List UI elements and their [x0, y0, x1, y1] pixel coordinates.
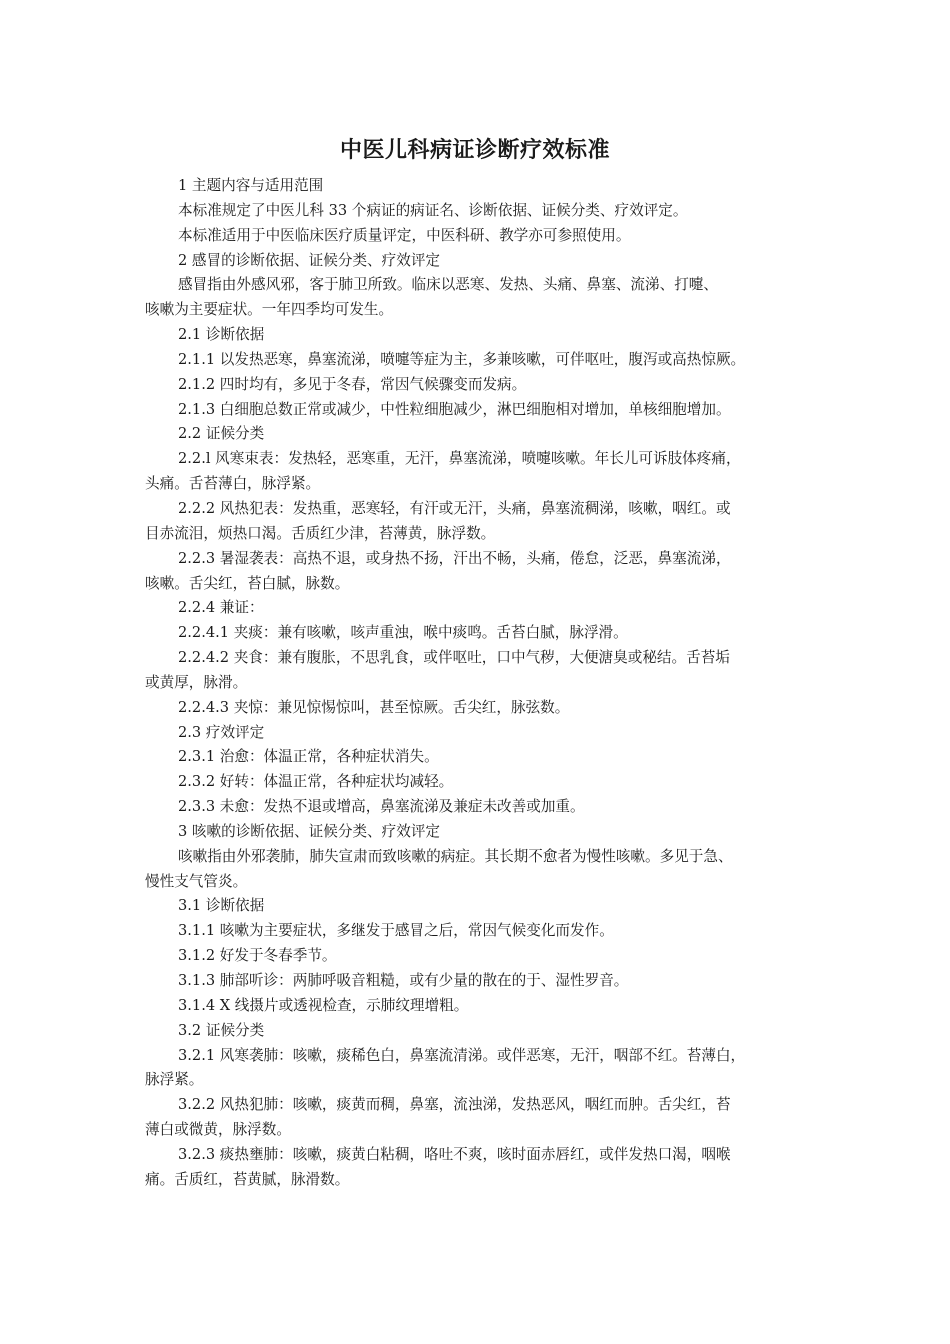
- paragraph: [145, 199, 813, 224]
- paragraph-line: 2.3.3 未愈：发热不退或增高，鼻塞流涕及兼症未改善或加重。: [178, 798, 585, 816]
- paragraph-line: 3.1.2 好发于冬春季节。: [178, 947, 337, 965]
- paragraph: [145, 323, 813, 348]
- paragraph-continuation-line: 或黄厚，脉滑。: [145, 673, 248, 691]
- paragraph: [145, 447, 813, 497]
- paragraph-continuation-line: 痛。舌质红，苔黄腻，脉滑数。: [145, 1170, 350, 1188]
- paragraph-continuation-line: 头痛。舌苔薄白，脉浮紧。: [145, 475, 321, 493]
- paragraph-line: 2.3 疗效评定: [178, 723, 265, 741]
- paragraph-continuation-line: 咳嗽为主要症状。一年四季均可发生。: [145, 301, 394, 319]
- paragraph-line: 3 咳嗽的诊断依据、证候分类、疗效评定: [178, 822, 441, 840]
- paragraph-line: 2.3.1 治愈：体温正常，各种症状消失。: [178, 748, 439, 766]
- paragraph-line: 3.2.3 痰热壅肺：咳嗽，痰黄白粘稠，咯吐不爽，咳时面赤唇红，或伴发热口渴，咽喉: [178, 1145, 731, 1163]
- paragraph: [145, 646, 813, 696]
- paragraph-line: 3.2 证候分类: [178, 1021, 265, 1039]
- paragraph: [145, 994, 813, 1019]
- paragraph-line: 2.2.3 暑湿袭表：高热不退，或身热不扬，汗出不畅，头痛，倦怠，泛恶，鼻塞流涕，: [178, 549, 731, 567]
- paragraph: [145, 174, 813, 199]
- document-title: 中医儿科病证诊断疗效标准: [339, 138, 610, 163]
- paragraph-line: 3.1 诊断依据: [178, 897, 265, 915]
- paragraph-line: 2.2.4.1 夹痰：兼有咳嗽，咳声重浊，喉中痰鸣。舌苔白腻，脉浮滑。: [178, 624, 628, 642]
- paragraph: [145, 596, 813, 621]
- paragraph-line: 2.2 证候分类: [178, 425, 265, 443]
- paragraph-line: 2.2.2 风热犯表：发热重，恶寒轻，有汗或无汗，头痛，鼻塞流稠涕，咳嗽，咽红。或: [178, 499, 731, 517]
- paragraph-line: 3.2.1 风寒袭肺：咳嗽，痰稀色白，鼻塞流清涕。或伴恶寒，无汗，咽部不红。苔薄白，: [178, 1046, 746, 1064]
- paragraph-continuation-line: 薄白或微黄，脉浮数。: [145, 1121, 291, 1139]
- paragraph-line: 3.1.1 咳嗽为主要症状，多继发于感冒之后，常因气候变化而发作。: [178, 922, 614, 940]
- paragraph: [145, 621, 813, 646]
- paragraph-line: 2.2.l 风寒束表：发热轻，恶寒重，无汗，鼻塞流涕，喷嚏咳嗽。年长儿可诉肢体疼痛，: [178, 450, 741, 468]
- paragraph-continuation-line: 脉浮紧。: [145, 1071, 204, 1089]
- paragraph: [145, 348, 813, 373]
- paragraph: [145, 249, 813, 274]
- paragraph-line: 2.2.4.3 夹惊：兼见惊惕惊叫，甚至惊厥。舌尖红，脉弦数。: [178, 698, 570, 716]
- paragraph-line: 感冒指由外感风邪，客于肺卫所致。临床以恶寒、发热、头痛、鼻塞、流涕、打嚏、: [178, 276, 718, 294]
- paragraph-line: 本标准适用于中医临床医疗质量评定，中医科研、教学亦可参照使用。: [178, 226, 631, 244]
- paragraph-line: 2.1.3 白细胞总数正常或减少，中性粒细胞减少，淋巴细胞相对增加，单核细胞增加。: [178, 400, 731, 418]
- paragraph: [145, 820, 813, 845]
- paragraph-continuation-line: 目赤流泪，烦热口渴。舌质红少津，苔薄黄，脉浮数。: [145, 524, 496, 542]
- paragraph: [145, 1143, 813, 1193]
- paragraph: [145, 721, 813, 746]
- paragraph: [145, 745, 813, 770]
- paragraph: [145, 1044, 813, 1094]
- paragraph: [145, 944, 813, 969]
- paragraph-line: 2.1.1 以发热恶寒，鼻塞流涕，喷嚏等症为主，多兼咳嗽，可伴呕吐，腹泻或高热惊厥。: [178, 350, 746, 368]
- paragraph: [145, 497, 813, 547]
- document-body: [145, 174, 813, 1193]
- paragraph-continuation-line: 慢性支气管炎。: [145, 872, 248, 890]
- paragraph: [145, 894, 813, 919]
- paragraph-line: 2.2.4.2 夹食：兼有腹胀，不思乳食，或伴呕吐，口中气秽，大便溏臭或秘结。舌苔垢: [178, 649, 730, 667]
- paragraph-line: 本标准规定了中医儿科 33 个病证的病证名、诊断依据、证候分类、疗效评定。: [178, 201, 688, 219]
- paragraph: [145, 795, 813, 820]
- paragraph: [145, 770, 813, 795]
- paragraph-line: 2.3.2 好转：体温正常，各种症状均减轻。: [178, 773, 454, 791]
- paragraph-continuation-line: 咳嗽。舌尖红，苔白腻，脉数。: [145, 574, 350, 592]
- paragraph: [145, 273, 813, 323]
- paragraph: [145, 224, 813, 249]
- paragraph: [145, 398, 813, 423]
- paragraph-line: 2 感冒的诊断依据、证候分类、疗效评定: [178, 251, 441, 269]
- paragraph: [145, 1019, 813, 1044]
- paragraph-line: 3.2.2 风热犯肺：咳嗽，痰黄而稠，鼻塞，流浊涕，发热恶风，咽红而肿。舌尖红，苔: [178, 1096, 731, 1114]
- paragraph-line: 2.2.4 兼证：: [178, 599, 264, 617]
- paragraph-line: 咳嗽指由外邪袭肺，肺失宣肃而致咳嗽的病症。其长期不愈者为慢性咳嗽。多见于急、: [178, 847, 733, 865]
- paragraph: [145, 1093, 813, 1143]
- paragraph: [145, 845, 813, 895]
- paragraph-line: 2.1 诊断依据: [178, 326, 265, 344]
- paragraph: [145, 547, 813, 597]
- paragraph: [145, 969, 813, 994]
- paragraph-line: 2.1.2 四时均有，多见于冬春，常因气候骤变而发病。: [178, 375, 527, 393]
- paragraph-line: 3.1.4 X 线摄片或透视检查，示肺纹理增粗。: [178, 996, 469, 1014]
- paragraph-line: 1 主题内容与适用范围: [178, 177, 324, 194]
- paragraph: [145, 696, 813, 721]
- paragraph: [145, 373, 813, 398]
- paragraph-line: 3.1.3 肺部听诊：两肺呼吸音粗糙，或有少量的散在的于、湿性罗音。: [178, 972, 629, 989]
- paragraph: [145, 919, 813, 944]
- paragraph: [145, 422, 813, 447]
